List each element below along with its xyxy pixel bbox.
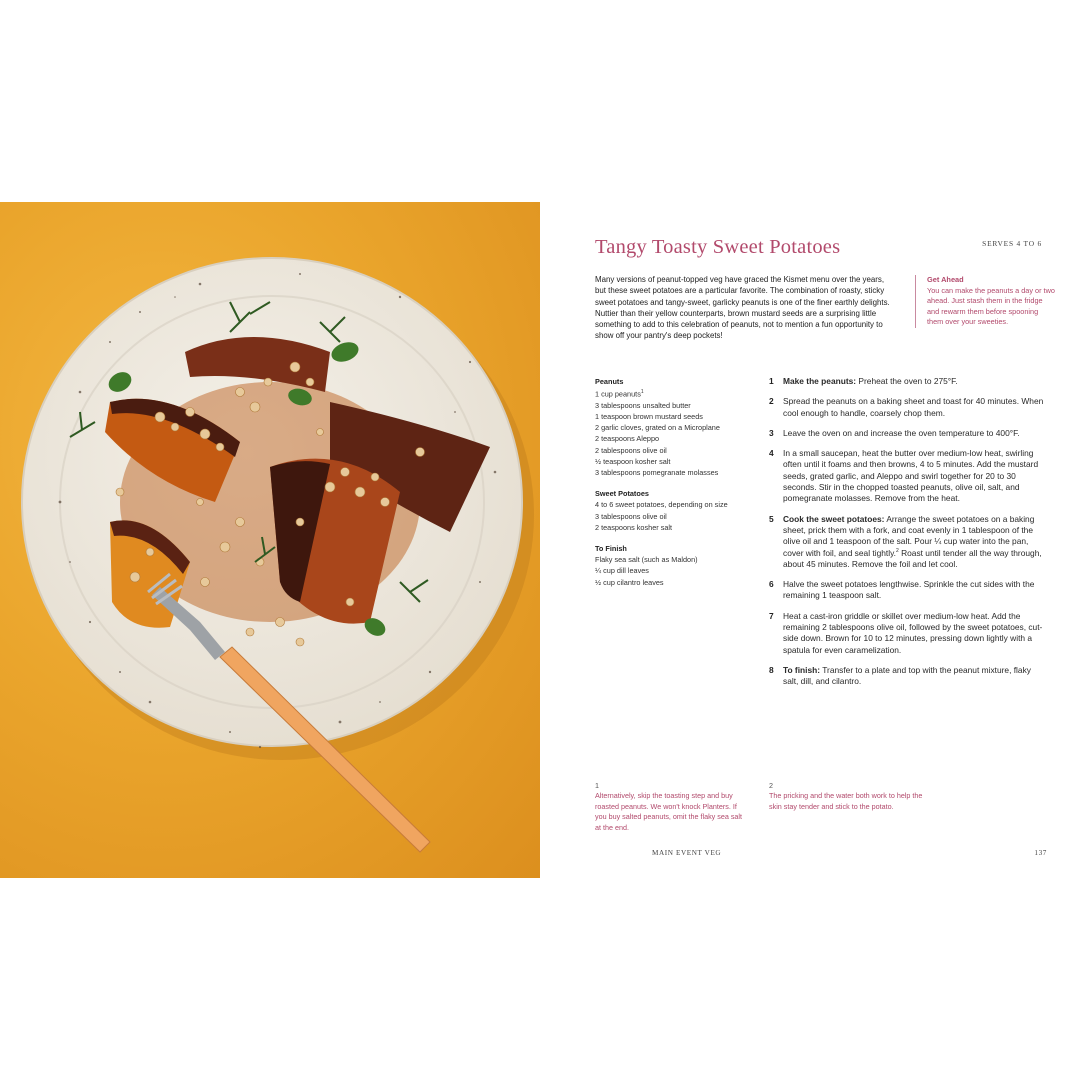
ingredient-item: ½ teaspoon kosher salt <box>595 456 671 466</box>
ingredient-item: 1 teaspoon brown mustard seeds <box>595 412 703 422</box>
ingredient-group-heading: Sweet Potatoes <box>595 489 649 499</box>
method-step <box>769 514 1044 570</box>
step-text: Make the peanuts: Preheat the oven to 275°F. <box>783 376 958 386</box>
recipe-page <box>540 202 1080 878</box>
ingredient-items <box>595 387 755 478</box>
ingredient-item: 3 tablespoons pomegranate molasses <box>595 468 719 478</box>
footnote-number: 2 <box>769 781 773 790</box>
footnote-ref: 1 <box>640 389 644 396</box>
recipe-title: Tangy Toasty Sweet Potatoes <box>595 236 841 258</box>
step-number: 2 <box>769 396 774 407</box>
method-step <box>769 428 1044 439</box>
step-number: 8 <box>769 664 774 675</box>
ingredient-item: 2 teaspoons kosher salt <box>595 522 673 532</box>
sidebar-heading: Get Ahead <box>927 275 964 284</box>
page-number: 137 <box>1034 849 1047 857</box>
serves-label: SERVES 4 TO 6 <box>982 239 1042 248</box>
method-step <box>769 665 1044 688</box>
ingredient-item: 1 cup peanuts$^1$ <box>595 389 644 399</box>
step-text: Heat a cast-iron griddle or skillet over medium-low heat. Add the remaining 2 tablespoons olive oil, followed by the sweet potatoes, cut-side down. Brown for 10 to 12 minutes, pressing down lightly with a spatula for even caramelization. <box>783 610 1043 655</box>
ingredient-item: 4 to 6 sweet potatoes, depending on size <box>595 500 728 510</box>
step-number: 4 <box>769 448 774 459</box>
ingredient-item: 3 tablespoons olive oil <box>595 511 667 521</box>
step-text: Halve the sweet potatoes lengthwise. Sprinkle the cut sides with the remaining 1 teaspoon salt. <box>783 579 1035 601</box>
footnote-ref: 2 <box>895 547 899 554</box>
step-text: To finish: Transfer to a plate and top with the peanut mixture, flaky salt, dill, and cilantro. <box>783 664 1031 687</box>
ingredient-group-heading: Peanuts <box>595 377 624 386</box>
ingredient-item: 2 teaspoons Aleppo <box>595 434 660 444</box>
recipe-photo <box>0 202 540 878</box>
footnote-text: The pricking and the water both work to help the skin stay tender and stick to the potato. <box>769 791 923 811</box>
ingredient-items <box>595 554 755 588</box>
method-step <box>769 611 1044 656</box>
recipe-intro: Many versions of peanut-topped veg have graced the Kismet menu over the years, but these sweet potatoes are a particular favorite. The combination of roasty, sticky sweet potatoes and tangy-sweet, garlicky peanuts is one of the finer earthly delights. Nuttier than their yellow counterparts, brown mustard seeds are a surprising little something to add to this celebration of peanuts, not to mention a fun opportunity to show off your pantry's deep pockets! <box>595 275 890 341</box>
ingredient-items <box>595 499 755 533</box>
step-text: Leave the oven on and increase the oven temperature to 400°F. <box>783 427 1020 438</box>
sidebar-body: You can make the peanuts a day or two ahead. Just stash them in the fridge and rewarm them before spooning them over your sweeties. <box>927 285 1055 327</box>
step-text: In a small saucepan, heat the butter over medium-low heat, swirling often until it foams and then browns, 4 to 5 minutes. Add the mustard seeds, grated garlic, and Aleppo and swirl together for 20 to 30 seconds. Stir in the chopped toasted peanuts, olive oil, salt, and pomegranate molasses. Remove from the heat. <box>783 448 1039 504</box>
step-number: 3 <box>769 427 774 438</box>
method-step <box>769 448 1044 504</box>
footnote-text: Alternatively, skip the toasting step and buy roasted peanuts. We won't knock Planters. If you buy salted peanuts, omit the flaky sea salt at the end. <box>595 791 743 832</box>
ingredient-item: ¼ cup dill leaves <box>595 566 649 576</box>
step-text: Cook the sweet potatoes: Arrange the sweet potatoes on a baking sheet, prick them with a fork, and coat evenly in 1 tablespoon of the olive oil and 1 teaspoon of the salt. Pour ¼ cup water into the pan, cover with foil, and seal tightly.$^2$ Roast until tender all the way through, about 45 minutes. Remove the foil and let cool. <box>783 513 1042 569</box>
footnote-number: 1 <box>595 781 599 790</box>
method-steps <box>769 376 1044 697</box>
ingredients-list <box>595 376 755 598</box>
method-step <box>769 579 1044 602</box>
ingredient-item: Flaky sea salt (such as Maldon) <box>595 555 698 565</box>
ingredient-group-heading: To Finish <box>595 544 627 554</box>
footnote <box>595 781 750 833</box>
ingredient-group-peanuts <box>595 376 755 478</box>
cookbook-spread <box>0 202 1080 878</box>
step-text: Spread the peanuts on a baking sheet and toast for 40 minutes. When cool enough to handle, coarsely chop them. <box>783 396 1044 418</box>
step-number: 7 <box>769 610 774 621</box>
ingredient-item: ½ cup cilantro leaves <box>595 577 664 587</box>
ingredient-item: 3 tablespoons unsalted butter <box>595 400 691 410</box>
ingredient-group-sweet-potatoes <box>595 488 755 533</box>
step-number: 6 <box>769 579 774 590</box>
ingredient-item: 2 tablespoons olive oil <box>595 445 667 455</box>
ingredient-item: 2 garlic cloves, grated on a Microplane <box>595 423 720 433</box>
method-step <box>769 396 1044 419</box>
running-footer-section: MAIN EVENT VEG <box>652 849 722 857</box>
get-ahead-sidebar <box>915 275 1055 328</box>
plate-illustration <box>0 202 540 878</box>
step-number: 5 <box>769 513 774 524</box>
footnote <box>769 781 924 812</box>
step-number: 1 <box>769 376 774 386</box>
method-step <box>769 376 1044 387</box>
ingredient-group-to-finish <box>595 543 755 588</box>
